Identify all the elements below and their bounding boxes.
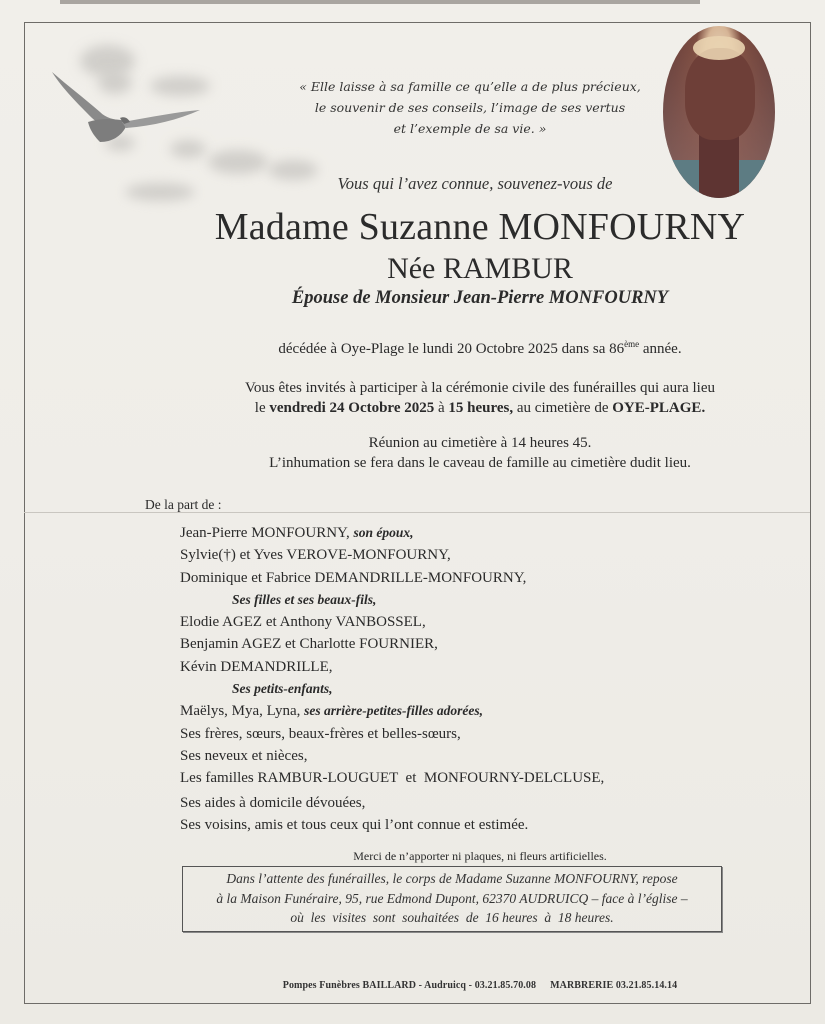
box-line: à la Maison Funéraire, 95, rue Edmond Dupont, 62370 AUDRUICQ – face à l’église – bbox=[216, 890, 688, 906]
reunion-line: Réunion au cimetière à 14 heures 45. bbox=[368, 435, 592, 451]
aides-list bbox=[180, 792, 528, 836]
quote-line: le souvenir de ses conseils, l’image de ses vertus bbox=[314, 100, 626, 115]
cloud-decoration bbox=[208, 150, 268, 174]
family-line bbox=[180, 700, 604, 722]
family-line: Ses neveux et nièces, bbox=[180, 747, 308, 764]
ordinal-suffix: ème bbox=[624, 339, 640, 349]
aides-line: Ses voisins, amis et tous ceux qui l’ont connue et estimée. bbox=[180, 817, 529, 833]
portrait-head bbox=[685, 48, 755, 140]
cloud-decoration bbox=[125, 183, 195, 201]
role-line bbox=[180, 589, 604, 611]
ceremony-place: OYE-PLAGE. bbox=[612, 400, 706, 416]
family-line: Elodie AGEZ et Anthony VANBOSSEL, bbox=[180, 614, 426, 631]
portrait-hair-highlight bbox=[693, 36, 745, 60]
funeral-home-box bbox=[182, 866, 722, 932]
maiden-name: Née RAMBUR bbox=[387, 252, 573, 285]
role-line bbox=[180, 678, 604, 700]
family-line: Dominique et Fabrice DEMANDRILLE-MONFOURNY, bbox=[180, 569, 527, 586]
ceremony-date: vendredi 24 Octobre 2025 bbox=[269, 400, 435, 416]
text: le bbox=[254, 400, 270, 416]
burial-line: L’inhumation se fera dans le caveau de famille au cimetière dudit lieu. bbox=[269, 455, 691, 471]
family-line bbox=[180, 522, 604, 544]
ceremony-line-2 bbox=[140, 398, 820, 418]
death-notice bbox=[140, 341, 820, 358]
family-line: Sylvie(†) et Yves VEROVE-MONFOURNY, bbox=[180, 547, 451, 564]
role-label: Ses petits-enfants, bbox=[232, 681, 333, 697]
death-text-end: année. bbox=[639, 341, 682, 357]
quote-line: et l’exemple de sa vie. » bbox=[393, 121, 547, 136]
quote-line: « Elle laisse à sa famille ce qu’elle a de plus précieux, bbox=[299, 79, 641, 94]
role-label: Ses filles et ses beaux-fils, bbox=[232, 591, 377, 607]
aides-line: Ses aides à domicile dévouées, bbox=[180, 795, 366, 811]
role-label: ses arrière-petites-filles adorées, bbox=[304, 703, 483, 719]
family-list bbox=[180, 522, 604, 790]
funeral-company: Pompes Funèbres BAILLARD - Audruicq - 03.21.85.70.08 bbox=[282, 980, 537, 991]
footer bbox=[140, 980, 820, 991]
memorial-quote bbox=[260, 76, 680, 139]
text: à bbox=[434, 400, 449, 416]
from-label: De la part de : bbox=[145, 497, 222, 512]
box-line: Dans l’attente des funérailles, le corps de Madame Suzanne MONFOURNY, repose bbox=[226, 871, 678, 886]
intro-line: Vous qui l’avez connue, souvenez-vous de bbox=[337, 174, 613, 193]
dove-icon bbox=[48, 68, 208, 150]
no-flowers-note: Merci de n’apporter ni plaques, ni fleurs artificielles. bbox=[353, 849, 607, 863]
family-line: Ses frères, sœurs, beaux-frères et belles-sœurs, bbox=[180, 725, 461, 742]
family-line: Kévin DEMANDRILLE, bbox=[180, 658, 333, 675]
family-line: Les familles RAMBUR-LOUGUET et MONFOURNY-DELCLUSE, bbox=[180, 770, 605, 787]
great-grandchildren-names: Maëlys, Mya, Lyna, bbox=[180, 703, 305, 720]
deceased-name: Madame Suzanne MONFOURNY bbox=[214, 206, 746, 248]
marbrerie: MARBRERIE 03.21.85.14.14 bbox=[550, 980, 678, 991]
ceremony-line-1: Vous êtes invités à participer à la cérémonie civile des funérailles qui aura lieu bbox=[245, 380, 715, 396]
box-line: où les visites sont souhaitées de 16 heures à 18 heures. bbox=[290, 910, 614, 925]
top-edge-shadow bbox=[60, 0, 700, 4]
family-line: Benjamin AGEZ et Charlotte FOURNIER, bbox=[180, 636, 438, 653]
spouse-line: Épouse de Monsieur Jean-Pierre MONFOURNY bbox=[291, 288, 669, 308]
text: au cimetière de bbox=[513, 400, 613, 416]
spouse-name: Jean-Pierre MONFOURNY, bbox=[180, 525, 354, 541]
ceremony-time: 15 heures, bbox=[448, 400, 514, 416]
death-text: décédée à Oye-Plage le lundi 20 Octobre 2025 dans sa 86 bbox=[278, 341, 625, 357]
paper-fold-line bbox=[24, 512, 810, 513]
role-label: son époux, bbox=[353, 525, 414, 540]
reunion-info bbox=[140, 433, 820, 473]
ceremony-info bbox=[140, 378, 820, 418]
